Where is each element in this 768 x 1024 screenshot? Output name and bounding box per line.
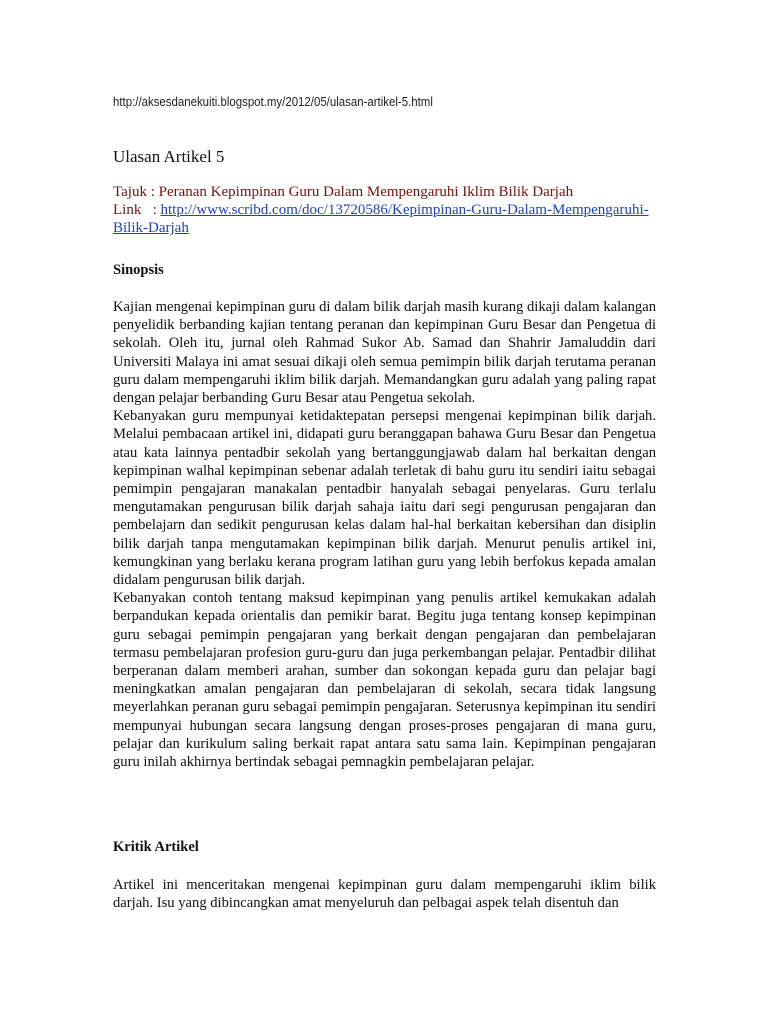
link-label: Link xyxy=(113,202,142,218)
kritik-heading: Kritik Artikel xyxy=(113,839,199,855)
link-row: Link : http://www.scribd.com/doc/13720586/Kepimpinan-Guru-Dalam-Mempengaruhi- xyxy=(113,202,649,218)
kritik-paragraph: Artikel ini menceritakan mengenai kepimpinan guru dalam mempengaruhi iklim bilik darjah. Isu yang dibincangkan amat menyeluruh dan pelbagai aspek telah disentuh dan xyxy=(113,877,656,912)
sinopsis-paragraph: Kebanyakan guru mempunyai ketidaktepatan persepsi mengenai kepimpinan bilik darjah. Melalui pembacaan artikel ini, didapati guru beranggapan bahawa Guru Besar dan Pengetua atau kata lainnya pentadbir sekolah yang bertanggungjawab dalam hal berkaitan dengan kepimpinan walhal kepimpinan sebenar adalah terletak di bahu guru itu sendiri iaitu sebagai pemimpin pengajaran manakalan pentadbir hanyalah sebagai penyelaras. Guru terlalu mengutamakan pengurusan bilik darjah sahaja iaitu dari segi pengurusan pengajaran dan pembelajarn dan sedikit pengurusan kelas dalam hal-hal berkaitan kebersihan dan disiplin bilik darjah tanpa mengutamakan kepimpinan bilik darjah. Menurut penulis artikel ini, kemungkinan yang berlaku kerana program latihan guru yang lebih berfokus kepada amalan didalam pengurusan bilik darjah. xyxy=(113,408,656,589)
tajuk-value: Peranan Kepimpinan Guru Dalam Mempengaruhi Iklim Bilik Darjah xyxy=(158,184,574,200)
link-row-continued xyxy=(113,219,658,237)
article-link[interactable]: http://www.scribd.com/doc/13720586/Kepimpinan-Guru-Dalam-Mempengaruhi- xyxy=(160,202,649,218)
kritik-body xyxy=(113,876,656,912)
sinopsis-body xyxy=(113,298,656,771)
tajuk-label: Tajuk xyxy=(113,184,147,200)
article-link-continued[interactable]: Bilik-Darjah xyxy=(113,220,189,236)
sinopsis-heading: Sinopsis xyxy=(113,262,164,278)
tajuk-row: Tajuk : Peranan Kepimpinan Guru Dalam Mempengaruhi Iklim Bilik Darjah xyxy=(113,184,574,200)
page-title: Ulasan Artikel 5 xyxy=(113,147,225,166)
sinopsis-paragraph: Kajian mengenai kepimpinan guru di dalam bilik darjah masih kurang dikaji dalam kalangan penyelidik berbanding kajian tentang peranan dan kepimpinan Guru Besar dan Pengetua di sekolah. Oleh itu, jurnal oleh Rahmad Sukor Ab. Samad dan Shahrir Jamaluddin dari Universiti Malaya ini amat sesuai dikaji oleh semua pemimpin bilik darjah terutama peranan guru dalam mempengaruhi iklim bilik darjah. Memandangkan guru adalah yang paling rapat dengan pelajar berbanding Guru Besar atau Pengetua sekolah. xyxy=(113,299,656,407)
source-url: http://aksesdanekuiti.blogspot.my/2012/05/ulasan-artikel-5.html xyxy=(113,94,433,109)
article-meta xyxy=(113,183,658,237)
sinopsis-paragraph: Kebanyakan contoh tentang maksud kepimpinan yang penulis artikel kemukakan adalah berpandukan kepada orientalis dan pemikir barat. Begitu juga tentang konsep kepimpinan guru sebagai pemimpin pengajaran yang berkait dengan pengajaran dan pembelajaran termasu pembelajaran profesion guru-guru dan juga perkembangan pelajar. Pentadbir dilihat berperanan dalam memberi arahan, sumber dan sokongan kepada guru dan pelajar bagi meningkatkan amalan pengajaran dan pembelajaran di sekolah, secara tidak langsung meyerlahkan peranan guru sebagai pemimpin pengajaran. Seterusnya kepimpinan itu sendiri mempunyai hubungan secara langsung dengan proses-proses pengajaran di mana guru, pelajar dan kurikulum saling berkait rapat antara satu sama lain. Kepimpinan pengajaran guru inilah akhirnya bertindak sebagai pemnagkin pembelajaran pelajar. xyxy=(113,590,656,771)
